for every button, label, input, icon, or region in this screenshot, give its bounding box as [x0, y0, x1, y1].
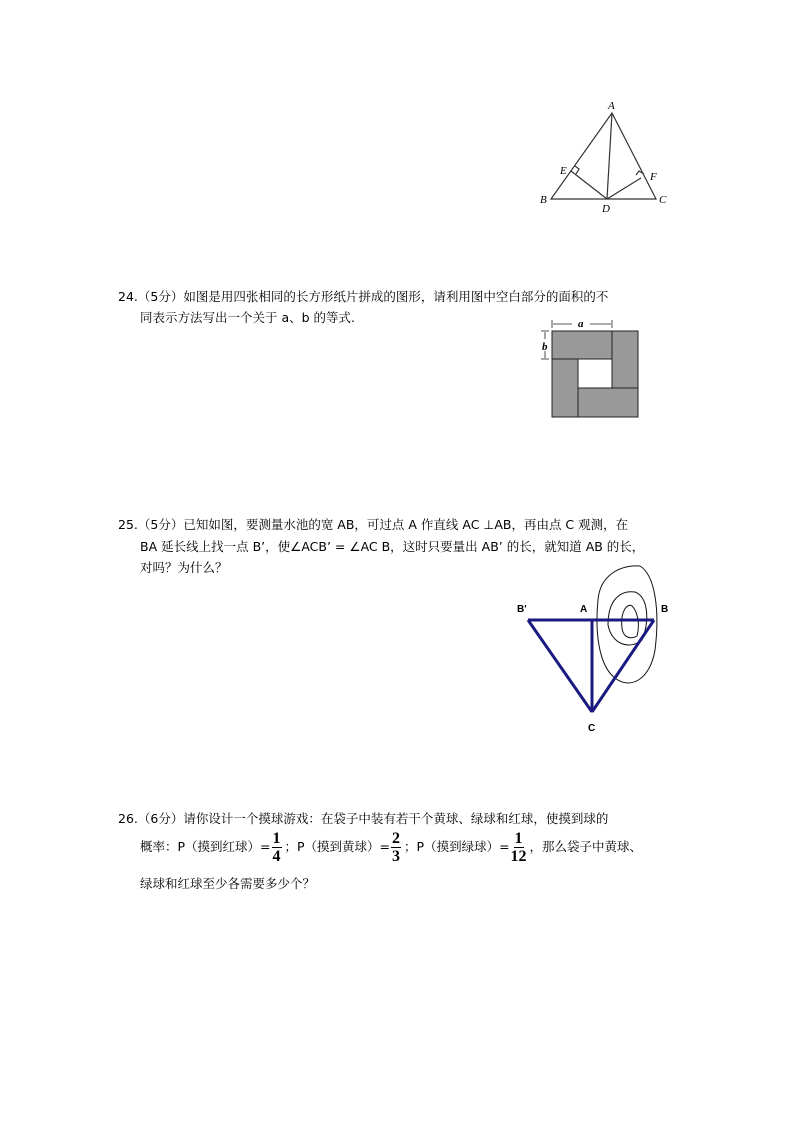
q26-line2 — [140, 830, 642, 865]
p-yellow-label: ；P（摸到黄球）= — [284, 839, 391, 854]
q26-line3: 绿球和红球至少各需要多少个？ — [140, 876, 316, 891]
denominator: 4 — [272, 848, 281, 865]
label-E: E — [560, 165, 567, 177]
label-A: A — [608, 100, 615, 112]
label-B-prime: B' — [517, 604, 527, 615]
rectangles-figure — [552, 331, 638, 417]
label-D: D — [602, 203, 610, 215]
label-C: C — [659, 194, 667, 206]
q25-line1: 25.（5分）已知如图，要测量水池的宽 AB，可过点 A 作直线 AC ⊥AB，再由点 C 观测，在 — [118, 517, 629, 532]
dimension-b: b — [542, 341, 548, 353]
p-green-label: ；P（摸到绿球）= — [404, 839, 510, 854]
q24-line2: 同表示方法写出一个关于 a、b 的等式. — [140, 310, 356, 325]
q24-line1: 24.（5分）如图是用四张相同的长方形纸片拼成的图形，请利用图中空白部分的面积的不 — [118, 289, 609, 304]
q26-line1: 26.（6分）请你设计一个摸球游戏：在袋子中装有若干个黄球、绿球和红球，使摸到球的 — [118, 811, 609, 826]
denominator: 12 — [510, 848, 527, 865]
q26-line2-tail: ，那么袋子中黄球、 — [529, 839, 643, 854]
label-C: C — [588, 723, 596, 734]
label-A: A — [580, 604, 588, 615]
triangle-figure — [551, 113, 656, 199]
dimension-a: a — [578, 318, 584, 330]
p-red-label: 概率：P（摸到红球）= — [140, 839, 271, 854]
label-F: F — [650, 171, 657, 183]
label-B: B — [661, 604, 669, 615]
pond-outline — [597, 566, 657, 683]
fraction-green — [511, 830, 527, 865]
numerator: 2 — [392, 830, 401, 847]
q25-line2: BA 延长线上找一点 B’，使∠ACB’ = ∠AC B，这时只要量出 AB’ 的长，就知道 AB 的长， — [140, 539, 645, 554]
numerator: 1 — [272, 830, 281, 847]
numerator: 1 — [514, 830, 523, 847]
label-B: B — [540, 194, 547, 206]
triangle-lines — [528, 620, 654, 712]
fraction-red — [272, 830, 282, 865]
denominator: 3 — [392, 848, 401, 865]
q25-line3: 对吗？为什么？ — [140, 560, 228, 575]
fraction-yellow — [391, 830, 401, 865]
